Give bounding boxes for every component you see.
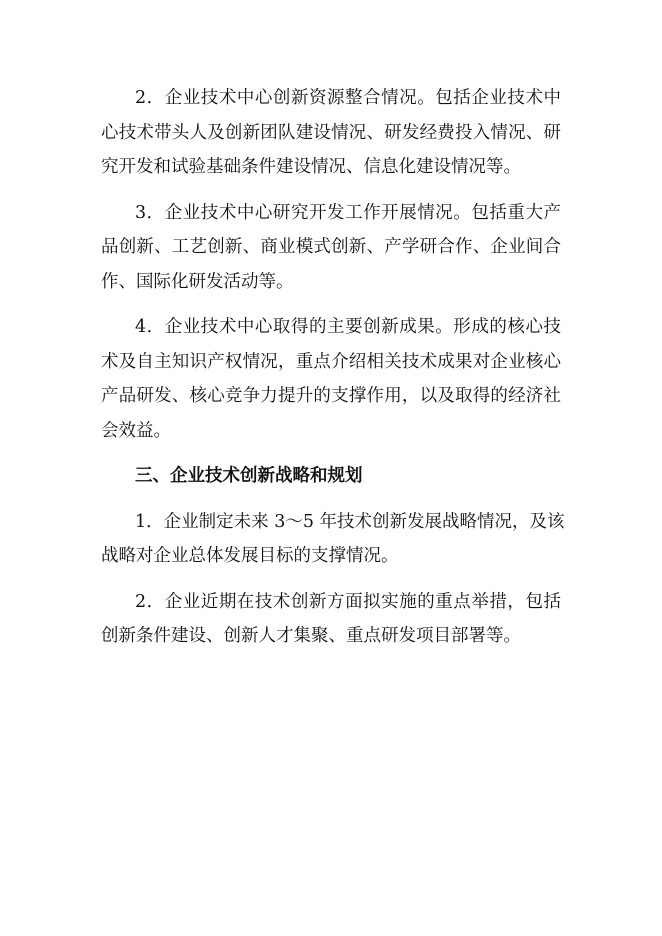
text-line: 究开发和试验基础条件建设情况、信息化建设情况等。 (101, 157, 521, 177)
text-line: 创新条件建设、创新人才集聚、重点研发项目部署等。 (101, 626, 521, 646)
text-line: 会效益。 (101, 420, 171, 441)
text-line: 2．企业技术中心创新资源整合情况。包括企业技术中 (135, 88, 561, 108)
text-line: 2．企业近期在技术创新方面拟实施的重点举措，包括 (135, 591, 561, 612)
paragraph (101, 310, 561, 448)
paragraph (101, 585, 561, 654)
text-line: 品创新、工艺创新、商业模式创新、产学研合作、企业间合 (101, 237, 561, 257)
text-line: 4．企业技术中心取得的主要创新成果。形成的核心技 (135, 317, 561, 337)
text-line: 术及自主知识产权情况，重点介绍相关技术成果对企业核心 (101, 351, 561, 372)
paragraph (101, 505, 565, 574)
text-line: 战略对企业总体发展目标的支撑情况。 (101, 546, 399, 566)
text-line: 作、国际化研发活动等。 (101, 271, 294, 292)
text-line: 产品研发、核心竞争力提升的支撑作用，以及取得的经济社 (101, 386, 561, 406)
text-line: 3．企业技术中心研究开发工作开展情况。包括重大产 (135, 202, 561, 223)
section-heading (101, 459, 561, 494)
paragraph (101, 196, 561, 300)
document-page (101, 81, 565, 665)
text-line: 心技术带头人及创新团队建设情况、研发经费投入情况、研 (101, 122, 561, 143)
text-line: 三、企业技术创新战略和规划 (135, 466, 363, 486)
paragraph (101, 81, 561, 185)
text-line: 1．企业制定未来 3～5 年技术创新发展战略情况，及该 (135, 511, 565, 532)
